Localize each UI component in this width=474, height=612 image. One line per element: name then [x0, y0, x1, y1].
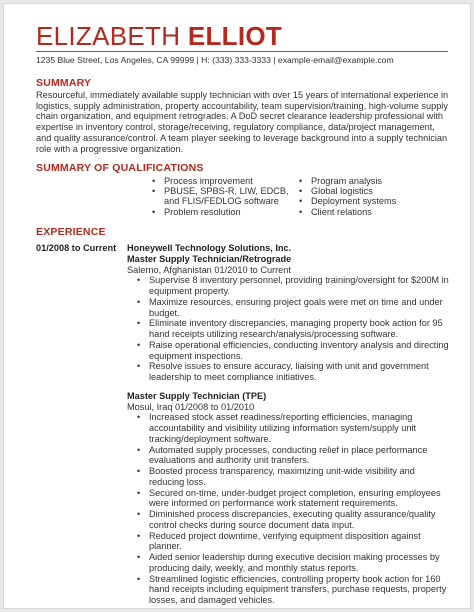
job-bullet: • Aided senior leadership during executive decision making processes by producing daily, weekly, and monthly status reports. [127, 552, 452, 574]
summary-text: Resourceful, immediately available supply technician with over 15 years of international experience in logistics, supply administration, property accountability, team supervision/training, high-volume supply chain organization, and equipment retrogrades. A DoD secret clearance leadership professional with expertise in inventory control, storage/receiving, regulatory compliance, data/project management, and quality assurance/control. A team player seeking to leverage background into a supply technician role with a progressive organization. [36, 90, 449, 154]
summary-heading: SUMMARY [36, 77, 92, 89]
header-divider [36, 51, 448, 52]
job-bullet: • Reduced project downtime, verifying equipment disposition against planner. [127, 531, 452, 553]
experience-heading: EXPERIENCE [36, 226, 106, 238]
job-bullets [127, 412, 452, 606]
experience-details [127, 243, 452, 606]
candidate-name [36, 21, 282, 51]
last-name: ELLIOT [187, 21, 283, 51]
job-bullet: • Increased stock asset readiness/reporting efficiencies, managing accountability and visibility utilizing information system/supply unit tracking/deployment software. [127, 412, 452, 444]
qualification-item: • PBUSE, SPBS-R, LIW, EDCB, and FLIS/FEDLOG software [152, 186, 292, 206]
resume-page [4, 4, 470, 608]
job-bullet: • Streamlined logistic efficiencies, controlling property book action for 160 hand receipts including equipment transfers, purchase requests, property losses, and damaged vehicles. [127, 574, 452, 606]
contact-line: 1235 Blue Street, Los Angeles, CA 99999 | H: (333) 333-3333 | example-email@example.com [36, 55, 394, 65]
employment-dates: 01/2008 to Current [36, 243, 117, 253]
job-title: Master Supply Technician (TPE) [127, 390, 267, 401]
job-bullet: • Diminished process discrepancies, executing quality assurance/quality control checks during source document data input. [127, 509, 452, 531]
job-bullet: • Boosted process transparency, maximizing unit-wide visibility and reducing loss. [127, 466, 452, 488]
job-location: Mosul, Iraq 01/2008 to 01/2010 [127, 401, 255, 412]
job-title: Master Supply Technician/Retrograde [127, 253, 292, 264]
job-bullet: • Secured on-time, under-budget project completion, ensuring employees were informed on performance work statement requirements. [127, 488, 452, 510]
job-location: Salerno, Afghanistan 01/2010 to Current [127, 264, 291, 275]
job-bullets [127, 275, 452, 383]
first-name: ELIZABETH [36, 21, 181, 51]
qualification-item: • Process improvement [152, 176, 292, 186]
qualification-item: • Program analysis [299, 176, 439, 186]
qualification-item: • Global logistics [299, 186, 439, 196]
job-bullet: • Automated supply processes, conducting relief in place performance evaluations and authority unit transfers. [127, 445, 452, 467]
spacer [127, 383, 452, 391]
job-bullet: • Resolve issues to ensure accuracy, liaising with unit and government leadership to meet compliance initiatives. [127, 361, 452, 383]
job-bullet: • Raise operational efficiencies, conducting inventory analysis and directing equipment inspections. [127, 340, 452, 362]
job-bullet: • Maximize resources, ensuring project goals were met on time and under budget. [127, 297, 452, 319]
qualification-item: • Problem resolution [152, 207, 292, 217]
qualification-item: • Client relations [299, 207, 439, 217]
qualifications-list-right [299, 176, 439, 217]
qualifications-heading: SUMMARY OF QUALIFICATIONS [36, 162, 204, 174]
qualifications-list-left [152, 176, 292, 217]
company-name: Honeywell Technology Solutions, Inc. [127, 243, 292, 253]
job-bullet: • Supervise 8 inventory personnel, providing training/oversight for $200M in equipment property. [127, 275, 452, 297]
qualification-item: • Deployment systems [299, 196, 439, 206]
job-bullet: • Eliminate inventory discrepancies, managing property book action for 95 hand receipts utilizing research/analysis/processing software. [127, 318, 452, 340]
